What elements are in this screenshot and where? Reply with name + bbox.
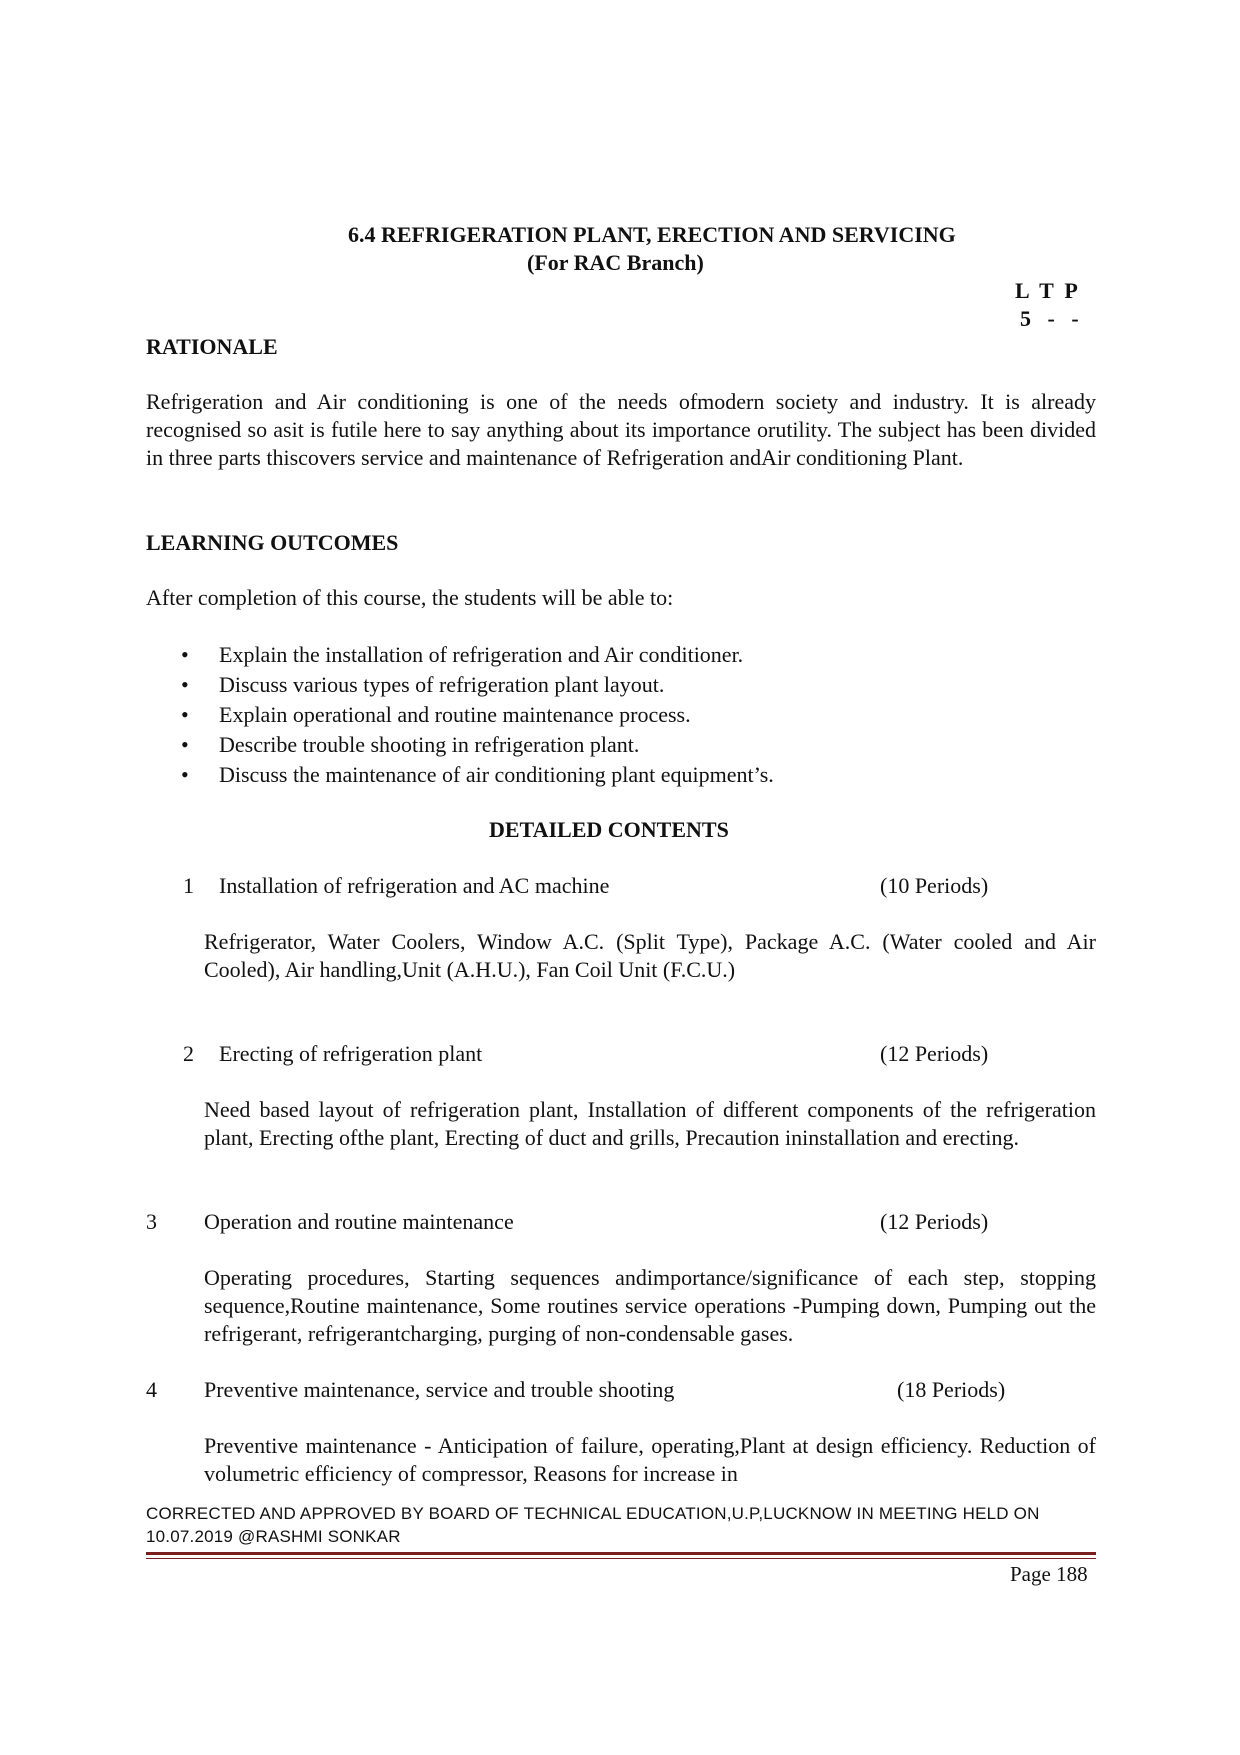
rationale-heading: RATIONALE [146,334,278,359]
section-body: Refrigerator, Water Coolers, Window A.C. (Split Type), Package A.C. (Water cooled and Air Cooled), Air handling,Unit (A.H.U.), Fan Coil Unit (F.C.U.) [204,929,1096,982]
document-subtitle: (For RAC Branch) [527,250,704,275]
section-number: 1 [183,873,194,898]
ltp-values: 5 - - [1020,306,1079,331]
list-item: • Discuss the maintenance of air conditioning plant equipment’s. [219,760,774,790]
section-number: 2 [183,1041,194,1066]
section-body: Operating procedures, Starting sequences andimportance/significance of each step, stopping sequence,Routine maintenance, Some routines service operations -Pumping down, Pumping out the refrigerant, refrigerantcharging, purging of non-condensable gases. [204,1265,1096,1346]
section-title: Erecting of refrigeration plant [219,1041,483,1066]
detailed-contents-heading: DETAILED CONTENTS [489,817,729,842]
bullet-icon: • [181,642,189,667]
section-title: Installation of refrigeration and AC machine [219,873,610,898]
footer-approval-line1: CORRECTED AND APPROVED BY BOARD OF TECHNICAL EDUCATION,U.P,LUCKNOW IN MEETING HELD ON [146,1504,1040,1523]
document-title: 6.4 REFRIGERATION PLANT, ERECTION AND SERVICING [348,222,956,247]
footer-approval-line2: 10.07.2019 @RASHMI SONKAR [146,1527,401,1546]
section-number: 4 [146,1377,157,1402]
list-item: • Describe trouble shooting in refrigeration plant. [219,730,774,760]
bullet-icon: • [181,732,189,757]
footer-divider-thin [146,1558,1096,1559]
learning-outcomes-intro: After completion of this course, the students will be able to: [146,585,674,610]
ltp-header: L T P [1015,278,1078,303]
section-title: Operation and routine maintenance [204,1209,514,1234]
page-number: Page 188 [1010,1562,1088,1586]
section-body: Preventive maintenance - Anticipation of failure, operating,Plant at design efficiency. Reduction of volumetric efficiency of compressor, Reasons for increase in [204,1433,1096,1486]
list-item: • Discuss various types of refrigeration plant layout. [219,670,774,700]
footer-divider-thick [146,1552,1096,1555]
bullet-icon: • [181,672,189,697]
list-item: • Explain the installation of refrigeration and Air conditioner. [219,640,774,670]
section-number: 3 [146,1209,157,1234]
section-title: Preventive maintenance, service and trouble shooting [204,1377,675,1402]
rationale-text: Refrigeration and Air conditioning is one of the needs ofmodern society and industry. It is already recognised so asit is futile here to say anything about its importance orutility. The subject has been divided in three parts thiscovers service and maintenance of Refrigeration andAir conditioning Plant. [146,389,1096,470]
section-periods: (18 Periods) [897,1377,1006,1402]
bullet-icon: • [181,702,189,727]
section-body: Need based layout of refrigeration plant, Installation of different components of the refrigeration plant, Erecting ofthe plant, Erecting of duct and grills, Precaution ininstallation and erecting. [204,1097,1096,1150]
learning-outcomes-list [181,640,774,790]
list-item: • Explain operational and routine maintenance process. [219,700,774,730]
bullet-icon: • [181,762,189,787]
section-periods: (12 Periods) [880,1041,989,1066]
section-periods: (12 Periods) [880,1209,989,1234]
learning-outcomes-heading: LEARNING OUTCOMES [146,530,399,555]
section-periods: (10 Periods) [880,873,989,898]
